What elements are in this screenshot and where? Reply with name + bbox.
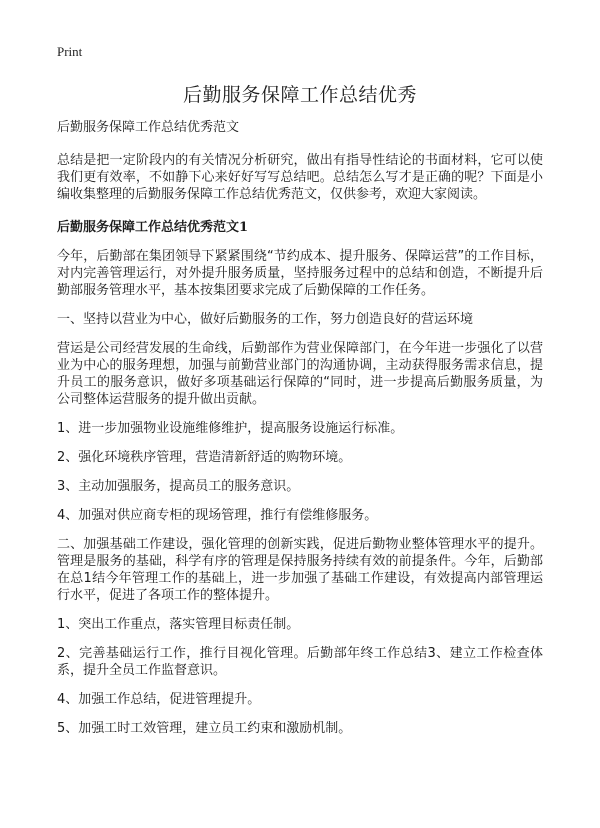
paragraph-6: 3、主动加强服务，提高员工的服务意识。 [57, 479, 300, 494]
paragraph-2: 一、坚持以营业为中心，做好后勤服务的工作，努力创造良好的营运环境 [57, 312, 474, 327]
paragraph-12: 5、加强工时工效管理，建立员工约束和激励机制。 [57, 721, 352, 736]
document-body [57, 119, 543, 749]
paragraph-4: 1、进一步加强物业设施维修维护，提高服务设施运行标准。 [57, 421, 404, 436]
paragraph-9: 1、突出工作重点，落实管理目标责任制。 [57, 617, 300, 632]
paragraph-8: 二、加强基础工作建设，强化管理的创新实践，促进后勤物业整体管理水平的提升。管理是服务的基础，科学有序的管理是保持服务持续有效的前提条件。今年，后勤部在总1结今年管理工作的基础上，进一步加强了基础工作建设，有效提高内部管理运行水平，促进了各项工作的整体提升。 [57, 537, 543, 603]
paragraph-1: 今年，后勤部在集团领导下紧紧围绕“节约成本、提升服务、保障运营”的工作目标，对内完善管理运行，对外提升服务质量，坚持服务过程中的总结和创造，不断提升后勤部服务管理水平，基本按集团要求完成了后勤保障的工作任务。 [57, 249, 543, 298]
document-subtitle: 后勤服务保障工作总结优秀范文 [57, 120, 240, 135]
print-link[interactable]: Print [57, 44, 83, 59]
paragraph-5: 2、强化环境秩序管理，营造清新舒适的购物环境。 [57, 450, 352, 465]
intro-paragraph: 总结是把一定阶段内的有关情况分析研究，做出有指导性结论的书面材料，它可以使我们更有效率，不如静下心来好好写写总结吧。总结怎么写才是正确的呢？下面是小编收集整理的后勤服务保障工作总结优秀范文，仅供参考，欢迎大家阅读。 [57, 153, 543, 202]
paragraph-11: 4、加强工作总结，促进管理提升。 [57, 692, 261, 707]
document-title: 后勤服务保障工作总结优秀 [182, 84, 417, 106]
paragraph-7: 4、加强对供应商专柜的现场管理，推行有偿维修服务。 [57, 508, 378, 523]
section-heading: 后勤服务保障工作总结优秀范文1 [57, 220, 249, 235]
paragraph-10: 2、完善基础运行工作，推行目视化管理。后勤部年终工作总结3、建立工作检查体系，提升全员工作监督意识。 [57, 646, 543, 678]
paragraph-3: 营运是公司经营发展的生命线，后勤部作为营业保障部门，在今年进一步强化了以营业为中心的服务理想，加强与前勤营业部门的沟通协调，主动获得服务需求信息，提升员工的服务意识，做好多项基础运行保障的“同时，进一步提高后勤服务质量，为公司整体运营服务的提升做出贡献。 [57, 341, 543, 407]
